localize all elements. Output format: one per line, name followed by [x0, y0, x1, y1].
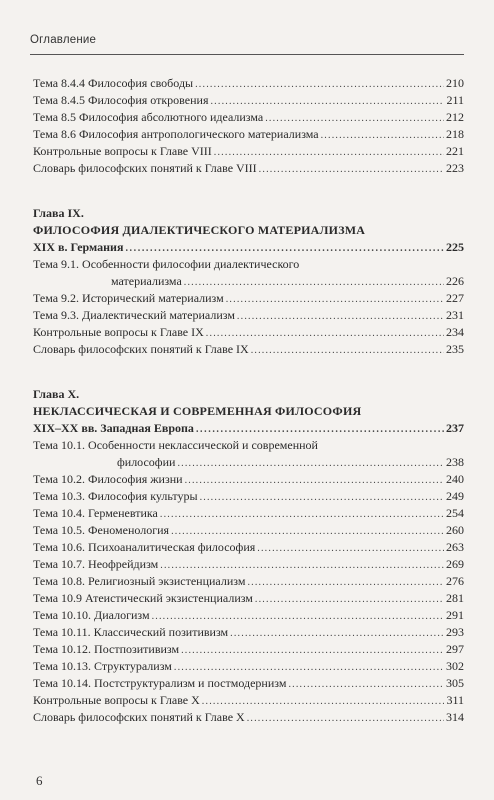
toc-entry[interactable]: Тема 8.4.5 Философия откровения ..... 211 — [33, 92, 464, 109]
chapter-label: Глава IX. — [33, 206, 84, 220]
toc-entry[interactable]: Словарь философских понятий к Главе X ..... 314 — [33, 709, 464, 726]
chapter-label: Глава X. — [33, 387, 80, 401]
toc-entry[interactable]: Тема 10.6. Психоаналитическая философия ..... 263 — [33, 539, 464, 556]
toc-entry[interactable]: Словарь философских понятий к Главе IX ..... 235 — [33, 341, 464, 358]
header-rule — [30, 54, 464, 55]
toc-entry[interactable]: Тема 10.10. Диалогизм ..... 291 — [33, 607, 464, 624]
running-head: Оглавление — [30, 34, 97, 46]
toc-entry[interactable]: Тема 10.9 Атеистический экзистенциализм ..... 281 — [33, 590, 464, 607]
toc-entry[interactable]: Тема 8.5 Философия абсолютного идеализма ..... 212 — [33, 109, 464, 126]
chapter-subtitle-entry[interactable]: XIX–XX вв. Западная Европа ..... 237 — [33, 420, 464, 437]
toc-entry[interactable]: Тема 10.4. Герменевтика ..... 254 — [33, 505, 464, 522]
chapter-title: ФИЛОСОФИЯ ДИАЛЕКТИЧЕСКОГО МАТЕРИАЛИЗМА — [33, 223, 366, 237]
toc-entry[interactable]: Тема 10.5. Феноменология ..... 260 — [33, 522, 464, 539]
toc-entry-continuation[interactable]: материализма ..... 226 — [33, 273, 464, 290]
toc-entry[interactable]: Контрольные вопросы к Главе X ..... 311 — [33, 692, 464, 709]
toc-entry[interactable]: Тема 10.13. Структурализм ..... 302 — [33, 658, 464, 675]
toc-entry[interactable]: Тема 10.7. Неофрейдизм ..... 269 — [33, 556, 464, 573]
page-number: 6 — [36, 773, 43, 788]
toc-entry[interactable]: Контрольные вопросы к Главе VIII ..... 221 — [33, 143, 464, 160]
toc-entry[interactable]: Тема 8.6 Философия антропологического материализма ..... 218 — [33, 126, 464, 143]
toc-entry[interactable]: Контрольные вопросы к Главе IX ..... 234 — [33, 324, 464, 341]
table-of-contents — [33, 75, 464, 726]
toc-entry-continuation[interactable]: философии ..... 238 — [33, 454, 464, 471]
toc-entry[interactable]: Словарь философских понятий к Главе VIII ..... 223 — [33, 160, 464, 177]
chapter-subtitle-entry[interactable]: XIX в. Германия ..... 225 — [33, 239, 464, 256]
toc-entry[interactable]: Тема 10.2. Философия жизни ..... 240 — [33, 471, 464, 488]
chapter-title: НЕКЛАССИЧЕСКАЯ И СОВРЕМЕННАЯ ФИЛОСОФИЯ — [33, 404, 362, 418]
toc-entry[interactable]: Тема 10.8. Религиозный экзистенциализм ..... 276 — [33, 573, 464, 590]
toc-entry[interactable]: Тема 9.1. Особенности философии диалектического — [33, 257, 300, 271]
toc-entry[interactable]: Тема 10.3. Философия культуры ..... 249 — [33, 488, 464, 505]
toc-entry[interactable]: Тема 9.2. Исторический материализм ..... 227 — [33, 290, 464, 307]
toc-entry[interactable]: Тема 10.11. Классический позитивизм ..... 293 — [33, 624, 464, 641]
toc-entry[interactable]: Тема 8.4.4 Философия свободы ..... 210 — [33, 75, 464, 92]
toc-entry[interactable]: Тема 10.14. Постструктурализм и постмодернизм ..... 305 — [33, 675, 464, 692]
toc-entry[interactable]: Тема 9.3. Диалектический материализм ..... 231 — [33, 307, 464, 324]
toc-entry[interactable]: Тема 10.12. Постпозитивизм ..... 297 — [33, 641, 464, 658]
toc-entry[interactable]: Тема 10.1. Особенности неклассической и современной — [33, 438, 318, 452]
